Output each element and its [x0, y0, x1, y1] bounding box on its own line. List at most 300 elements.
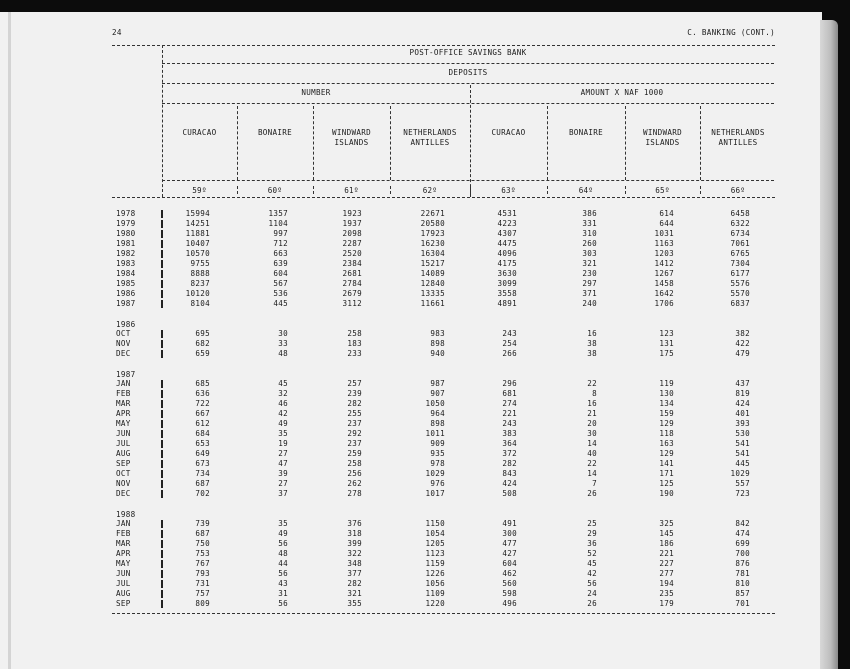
- table-cell: 134: [659, 399, 674, 408]
- page-curl: [820, 20, 838, 669]
- row-label: FEB: [116, 529, 131, 538]
- table-cell: 767: [195, 559, 210, 568]
- table-cell: 964: [430, 409, 445, 418]
- section-title: C. BANKING (CONT.): [687, 28, 775, 37]
- section-heading: 1987: [116, 370, 136, 379]
- table-cell: 701: [735, 599, 750, 608]
- table-cell: 258: [347, 459, 362, 468]
- column-header: CURACAO: [491, 128, 526, 137]
- row-label: JUN: [116, 569, 131, 578]
- table-cell: 541: [735, 449, 750, 458]
- table-cell: 266: [502, 349, 517, 358]
- table-cell: 39: [278, 469, 288, 478]
- table-cell: 22671: [420, 209, 445, 218]
- table-cell: 376: [347, 519, 362, 528]
- row-label: 1982: [116, 249, 136, 258]
- table-cell: 1205: [425, 539, 445, 548]
- table-cell: 233: [347, 349, 362, 358]
- table-cell: 348: [347, 559, 362, 568]
- table-cell: 171: [659, 469, 674, 478]
- table-cell: 22: [587, 379, 597, 388]
- row-label: 1985: [116, 279, 136, 288]
- table-cell: 909: [430, 439, 445, 448]
- table-cell: 731: [195, 579, 210, 588]
- table-cell: 907: [430, 389, 445, 398]
- table-cell: 401: [735, 409, 750, 418]
- column-code: 62º: [422, 186, 438, 195]
- table-cell: 685: [195, 379, 210, 388]
- row-label: AUG: [116, 449, 131, 458]
- table-cell: 2098: [342, 229, 362, 238]
- table-cell: 614: [659, 209, 674, 218]
- table-cell: 21: [587, 409, 597, 418]
- column-header: CURACAO: [182, 128, 217, 137]
- table-cell: 325: [659, 519, 674, 528]
- table-cell: 16: [587, 329, 597, 338]
- table-cell: 598: [502, 589, 517, 598]
- table-cell: 49: [278, 419, 288, 428]
- table-cell: 260: [582, 239, 597, 248]
- table-cell: 700: [735, 549, 750, 558]
- table-cell: 3099: [497, 279, 517, 288]
- row-label: NOV: [116, 479, 131, 488]
- table-cell: 3630: [497, 269, 517, 278]
- table-cell: 4223: [497, 219, 517, 228]
- table-cell: 2679: [342, 289, 362, 298]
- table-cell: 496: [502, 599, 517, 608]
- table-cell: 56: [587, 579, 597, 588]
- table-cell: 12840: [420, 279, 445, 288]
- table-cell: 56: [278, 539, 288, 548]
- column-header-line2: ISLANDS: [645, 138, 680, 147]
- table-cell: 35: [278, 429, 288, 438]
- column-header: BONAIRE: [257, 128, 293, 137]
- group-header-number: NUMBER: [301, 88, 331, 97]
- table-cell: 321: [582, 259, 597, 268]
- table-cell: 393: [735, 419, 750, 428]
- table-cell: 1357: [268, 209, 288, 218]
- table-cell: 819: [735, 389, 750, 398]
- table-cell: 119: [659, 379, 674, 388]
- table-cell: 17923: [420, 229, 445, 238]
- table-cell: 7304: [730, 259, 750, 268]
- table-cell: 237: [347, 419, 362, 428]
- table-cell: 277: [659, 569, 674, 578]
- table-cell: 230: [582, 269, 597, 278]
- table-cell: 25: [587, 519, 597, 528]
- table-cell: 129: [659, 449, 674, 458]
- table-cell: 3558: [497, 289, 517, 298]
- row-label: JUL: [116, 579, 131, 588]
- table-title: POST-OFFICE SAVINGS BANK: [409, 48, 527, 57]
- row-label: 1986: [116, 289, 136, 298]
- table-cell: 36: [587, 539, 597, 548]
- table-cell: 1642: [654, 289, 674, 298]
- table-cell: 687: [195, 529, 210, 538]
- table-cell: 297: [582, 279, 597, 288]
- table-cell: 1109: [425, 589, 445, 598]
- table-cell: 1050: [425, 399, 445, 408]
- table-cell: 292: [347, 429, 362, 438]
- table-cell: 123: [659, 329, 674, 338]
- table-cell: 682: [195, 339, 210, 348]
- table-cell: 1203: [654, 249, 674, 258]
- row-label: OCT: [116, 469, 131, 478]
- row-label: 1980: [116, 229, 136, 238]
- table-cell: 20: [587, 419, 597, 428]
- page-number: 24: [112, 28, 122, 37]
- table-cell: 702: [195, 489, 210, 498]
- table-cell: 183: [347, 339, 362, 348]
- table-cell: 47: [278, 459, 288, 468]
- table-cell: 491: [502, 519, 517, 528]
- table-cell: 27: [278, 449, 288, 458]
- table-cell: 560: [502, 579, 517, 588]
- table-cell: 45: [278, 379, 288, 388]
- table-cell: 256: [347, 469, 362, 478]
- table-cell: 278: [347, 489, 362, 498]
- table-cell: 32: [278, 389, 288, 398]
- table-cell: 227: [659, 559, 674, 568]
- table-cell: 377: [347, 569, 362, 578]
- table-cell: 898: [430, 419, 445, 428]
- row-label: 1984: [116, 269, 136, 278]
- table-cell: 24: [587, 589, 597, 598]
- table-cell: 4475: [497, 239, 517, 248]
- table-cell: 530: [735, 429, 750, 438]
- table-cell: 42: [587, 569, 597, 578]
- dashed-rule: [162, 103, 774, 104]
- column-header: NETHERLANDS: [403, 128, 457, 137]
- group-header-amount: AMOUNT X NAF 1000: [580, 88, 664, 97]
- table-cell: 56: [278, 569, 288, 578]
- table-cell: 322: [347, 549, 362, 558]
- table-cell: 437: [735, 379, 750, 388]
- table-cell: 424: [735, 399, 750, 408]
- table-cell: 190: [659, 489, 674, 498]
- table-cell: 145: [659, 529, 674, 538]
- table-cell: 477: [502, 539, 517, 548]
- table-cell: 750: [195, 539, 210, 548]
- table-cell: 240: [582, 299, 597, 308]
- dashed-rule: [162, 63, 774, 64]
- table-cell: 445: [273, 299, 288, 308]
- table-cell: 259: [347, 449, 362, 458]
- table-cell: 2384: [342, 259, 362, 268]
- table-cell: 282: [347, 399, 362, 408]
- table-cell: 257: [347, 379, 362, 388]
- table-cell: 978: [430, 459, 445, 468]
- table-cell: 781: [735, 569, 750, 578]
- table-cell: 422: [735, 339, 750, 348]
- table-cell: 3112: [342, 299, 362, 308]
- row-label: FEB: [116, 389, 131, 398]
- table-cell: 4096: [497, 249, 517, 258]
- table-cell: 793: [195, 569, 210, 578]
- table-cell: 6837: [730, 299, 750, 308]
- table-cell: 9755: [190, 259, 210, 268]
- table-cell: 235: [659, 589, 674, 598]
- row-label: 1981: [116, 239, 136, 248]
- table-cell: 983: [430, 329, 445, 338]
- table-cell: 45: [587, 559, 597, 568]
- table-cell: 7061: [730, 239, 750, 248]
- table-cell: 4891: [497, 299, 517, 308]
- column-header: BONAIRE: [568, 128, 604, 137]
- table-cell: 372: [502, 449, 517, 458]
- table-cell: 179: [659, 599, 674, 608]
- table-cell: 462: [502, 569, 517, 578]
- table-cell: 2287: [342, 239, 362, 248]
- table-cell: 303: [582, 249, 597, 258]
- table-cell: 26: [587, 489, 597, 498]
- table-cell: 1267: [654, 269, 674, 278]
- dashed-rule: [112, 45, 775, 46]
- table-cell: 296: [502, 379, 517, 388]
- table-cell: 2520: [342, 249, 362, 258]
- table-cell: 508: [502, 489, 517, 498]
- table-cell: 940: [430, 349, 445, 358]
- table-cell: 876: [735, 559, 750, 568]
- table-cell: 10407: [185, 239, 210, 248]
- column-code: 61º: [344, 186, 359, 195]
- table-cell: 125: [659, 479, 674, 488]
- table-cell: 636: [195, 389, 210, 398]
- table-cell: 2681: [342, 269, 362, 278]
- row-label: 1978: [116, 209, 136, 218]
- row-label: MAR: [116, 399, 131, 408]
- table-cell: 30: [278, 329, 288, 338]
- table-cell: 159: [659, 409, 674, 418]
- table-cell: 14: [587, 469, 597, 478]
- table-cell: 734: [195, 469, 210, 478]
- table-cell: 6177: [730, 269, 750, 278]
- column-header-line2: ANTILLES: [718, 138, 758, 147]
- table-cell: 667: [195, 409, 210, 418]
- section-heading: 1986: [116, 320, 136, 329]
- table-cell: 541: [735, 439, 750, 448]
- table-cell: 237: [347, 439, 362, 448]
- table-cell: 809: [195, 599, 210, 608]
- table-cell: 310: [582, 229, 597, 238]
- table-cell: 997: [273, 229, 288, 238]
- table-cell: 30: [587, 429, 597, 438]
- column-divider: [470, 85, 471, 197]
- row-label: APR: [116, 409, 131, 418]
- table-cell: 48: [278, 549, 288, 558]
- table-cell: 604: [273, 269, 288, 278]
- table-cell: 427: [502, 549, 517, 558]
- table-cell: 14251: [185, 219, 210, 228]
- column-header-line2: ANTILLES: [410, 138, 450, 147]
- row-label: MAR: [116, 539, 131, 548]
- table-cell: 382: [735, 329, 750, 338]
- dashed-rule: [112, 613, 775, 614]
- column-code: 64º: [578, 186, 594, 195]
- table-cell: 20580: [420, 219, 445, 228]
- table-cell: 1923: [342, 209, 362, 218]
- table-cell: 536: [273, 289, 288, 298]
- table-cell: 371: [582, 289, 597, 298]
- table-cell: 1054: [425, 529, 445, 538]
- table-cell: 567: [273, 279, 288, 288]
- table-cell: 757: [195, 589, 210, 598]
- table-cell: 695: [195, 329, 210, 338]
- row-label: JUL: [116, 439, 131, 448]
- table-cell: 653: [195, 439, 210, 448]
- table-cell: 321: [347, 589, 362, 598]
- row-label: NOV: [116, 339, 131, 348]
- table-cell: 255: [347, 409, 362, 418]
- table-cell: 11881: [185, 229, 210, 238]
- table-cell: 557: [735, 479, 750, 488]
- table-cell: 19: [278, 439, 288, 448]
- table-cell: 16304: [420, 249, 445, 258]
- table-cell: 56: [278, 599, 288, 608]
- table-cell: 644: [659, 219, 674, 228]
- table-cell: 424: [502, 479, 517, 488]
- table-cell: 42: [278, 409, 288, 418]
- table-cell: 118: [659, 429, 674, 438]
- row-label: JAN: [116, 379, 131, 388]
- table-cell: 1029: [730, 469, 750, 478]
- row-label: SEP: [116, 459, 131, 468]
- table-cell: 44: [278, 559, 288, 568]
- table-cell: 15217: [420, 259, 445, 268]
- table-cell: 753: [195, 549, 210, 558]
- table-cell: 843: [502, 469, 517, 478]
- table-cell: 141: [659, 459, 674, 468]
- table-cell: 383: [502, 429, 517, 438]
- table-cell: 8237: [190, 279, 210, 288]
- table-cell: 40: [587, 449, 597, 458]
- column-header-line2: ISLANDS: [334, 138, 369, 147]
- table-cell: 681: [502, 389, 517, 398]
- table-cell: 1937: [342, 219, 362, 228]
- table-cell: 6734: [730, 229, 750, 238]
- row-label: 1983: [116, 259, 136, 268]
- row-label: MAY: [116, 559, 131, 568]
- table-cell: 243: [502, 329, 517, 338]
- table-cell: 364: [502, 439, 517, 448]
- table-cell: 1056: [425, 579, 445, 588]
- table-cell: 38: [587, 349, 597, 358]
- table-cell: 16: [587, 399, 597, 408]
- table-cell: 11661: [420, 299, 445, 308]
- table-cell: 26: [587, 599, 597, 608]
- column-code: 59º: [192, 186, 207, 195]
- table-cell: 318: [347, 529, 362, 538]
- column-code: 66º: [730, 186, 746, 195]
- table-cell: 445: [735, 459, 750, 468]
- table-cell: 186: [659, 539, 674, 548]
- table-cell: 857: [735, 589, 750, 598]
- column-code: 60º: [267, 186, 283, 195]
- table-cell: 243: [502, 419, 517, 428]
- table-cell: 712: [273, 239, 288, 248]
- row-label: OCT: [116, 329, 131, 338]
- table-cell: 262: [347, 479, 362, 488]
- row-label: DEC: [116, 489, 131, 498]
- table-cell: 739: [195, 519, 210, 528]
- table-cell: 35: [278, 519, 288, 528]
- table-cell: 46: [278, 399, 288, 408]
- table-cell: 254: [502, 339, 517, 348]
- table-cell: 13335: [420, 289, 445, 298]
- table-cell: 15994: [185, 209, 210, 218]
- table-cell: 29: [587, 529, 597, 538]
- row-label: SEP: [116, 599, 131, 608]
- table-cell: 282: [347, 579, 362, 588]
- dashed-rule: [112, 197, 775, 198]
- table-cell: 331: [582, 219, 597, 228]
- table-cell: 1150: [425, 519, 445, 528]
- table-cell: 386: [582, 209, 597, 218]
- row-label: 1987: [116, 299, 136, 308]
- table-cell: 22: [587, 459, 597, 468]
- column-divider: [237, 106, 238, 180]
- table-cell: 8104: [190, 299, 210, 308]
- table-cell: 935: [430, 449, 445, 458]
- column-code: 63º: [501, 186, 516, 195]
- table-cell: 1412: [654, 259, 674, 268]
- table-cell: 8888: [190, 269, 210, 278]
- row-label: 1979: [116, 219, 136, 228]
- row-label: MAY: [116, 419, 131, 428]
- table-cell: 687: [195, 479, 210, 488]
- table-cell: 1226: [425, 569, 445, 578]
- table-cell: 282: [502, 459, 517, 468]
- table-cell: 479: [735, 349, 750, 358]
- table-cell: 722: [195, 399, 210, 408]
- table-cell: 399: [347, 539, 362, 548]
- table-cell: 649: [195, 449, 210, 458]
- table-cell: 300: [502, 529, 517, 538]
- row-label: AUG: [116, 589, 131, 598]
- table-cell: 1220: [425, 599, 445, 608]
- table-cell: 175: [659, 349, 674, 358]
- table-cell: 1458: [654, 279, 674, 288]
- table-cell: 1011: [425, 429, 445, 438]
- table-cell: 130: [659, 389, 674, 398]
- table-cell: 355: [347, 599, 362, 608]
- table-cell: 31: [278, 589, 288, 598]
- table-cell: 274: [502, 399, 517, 408]
- table-cell: 10120: [185, 289, 210, 298]
- table-cell: 221: [659, 549, 674, 558]
- table-cell: 684: [195, 429, 210, 438]
- table-cell: 4175: [497, 259, 517, 268]
- table-cell: 1159: [425, 559, 445, 568]
- table-cell: 43: [278, 579, 288, 588]
- table-cell: 810: [735, 579, 750, 588]
- table-cell: 604: [502, 559, 517, 568]
- table-subtitle: DEPOSITS: [448, 68, 488, 77]
- table-cell: 1123: [425, 549, 445, 558]
- table-cell: 49: [278, 529, 288, 538]
- table-cell: 699: [735, 539, 750, 548]
- column-divider: [162, 45, 163, 197]
- dashed-rule: [162, 180, 774, 181]
- table-cell: 842: [735, 519, 750, 528]
- table-cell: 52: [587, 549, 597, 558]
- table-cell: 16230: [420, 239, 445, 248]
- table-cell: 27: [278, 479, 288, 488]
- table-cell: 663: [273, 249, 288, 258]
- column-header: WINDWARD: [643, 128, 682, 137]
- table-cell: 163: [659, 439, 674, 448]
- table-cell: 258: [347, 329, 362, 338]
